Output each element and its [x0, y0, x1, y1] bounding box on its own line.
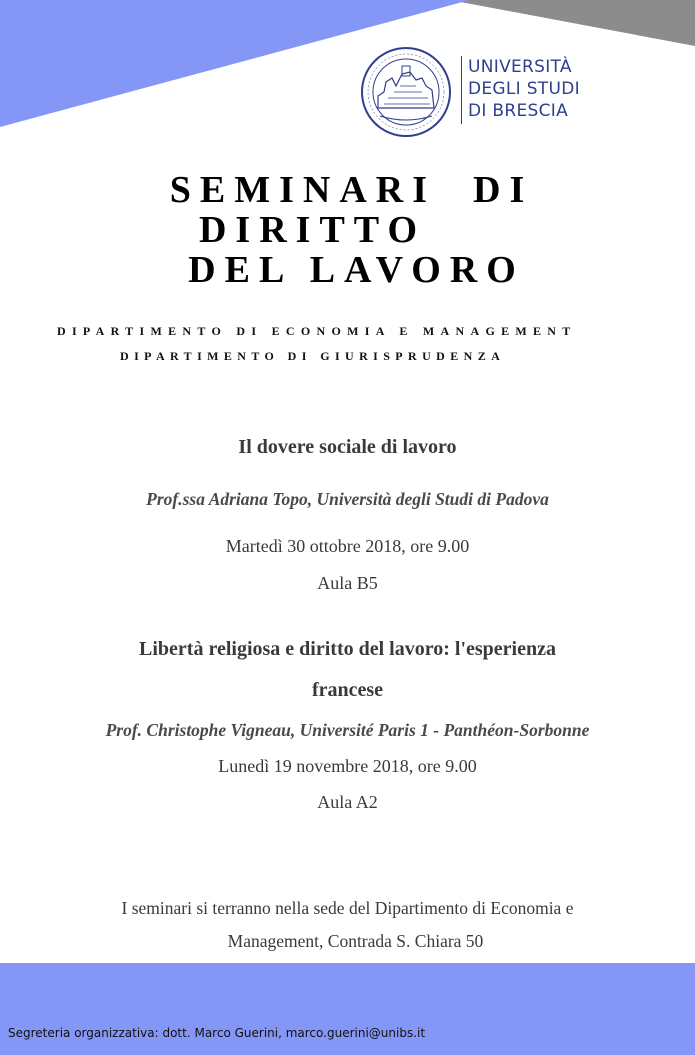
- university-seal-icon: [360, 46, 452, 138]
- seminar-2-room: Aula A2: [317, 792, 378, 812]
- seminar-1-date: Martedì 30 ottobre 2018, ore 9.00: [225, 536, 470, 556]
- venue-line-1: I seminari si terranno nella sede del Dipartimento di Economia e: [121, 898, 574, 918]
- secretariat-contact: Segreteria organizzativa: dott. Marco Guerini, marco.guerini@unibs.it: [8, 1026, 426, 1040]
- logo-divider: [461, 56, 462, 124]
- seminar-2-date: Lunedì 19 novembre 2018, ore 9.00: [218, 756, 477, 776]
- title-line-1: SEMINARI DI: [169, 169, 534, 211]
- venue-line-2: Management, Contrada S. Chiara 50: [227, 931, 484, 951]
- page-title: [0, 170, 695, 290]
- title-line-3: DEL LAVORO: [188, 249, 525, 291]
- department-law: DIPARTIMENTO DI GIURISPRUDENZA: [120, 349, 506, 363]
- seminar-2-speaker: Prof. Christophe Vigneau, Université Paris 1 - Panthéon-Sorbonne: [105, 720, 590, 740]
- seminar-1-title: Il dovere sociale di lavoro: [238, 436, 457, 458]
- department-economics: DIPARTIMENTO DI ECONOMIA E MANAGEMENT: [57, 324, 577, 338]
- university-logo: [360, 46, 600, 138]
- seminar-2-title-line-1: Libertà religiosa e diritto del lavoro: l'esperienza: [139, 638, 556, 660]
- footer-band: [0, 963, 695, 1055]
- seminar-2-title-line-2: francese: [311, 679, 384, 701]
- grey-corner-shape: [450, 0, 695, 46]
- seminar-1-room: Aula B5: [317, 573, 378, 593]
- title-line-2: DIRITTO: [198, 209, 427, 251]
- seminar-1-speaker: Prof.ssa Adriana Topo, Università degli Studi di Padova: [146, 489, 549, 509]
- university-name: UNIVERSITÀ DEGLI STUDI DI BRESCIA: [468, 57, 580, 121]
